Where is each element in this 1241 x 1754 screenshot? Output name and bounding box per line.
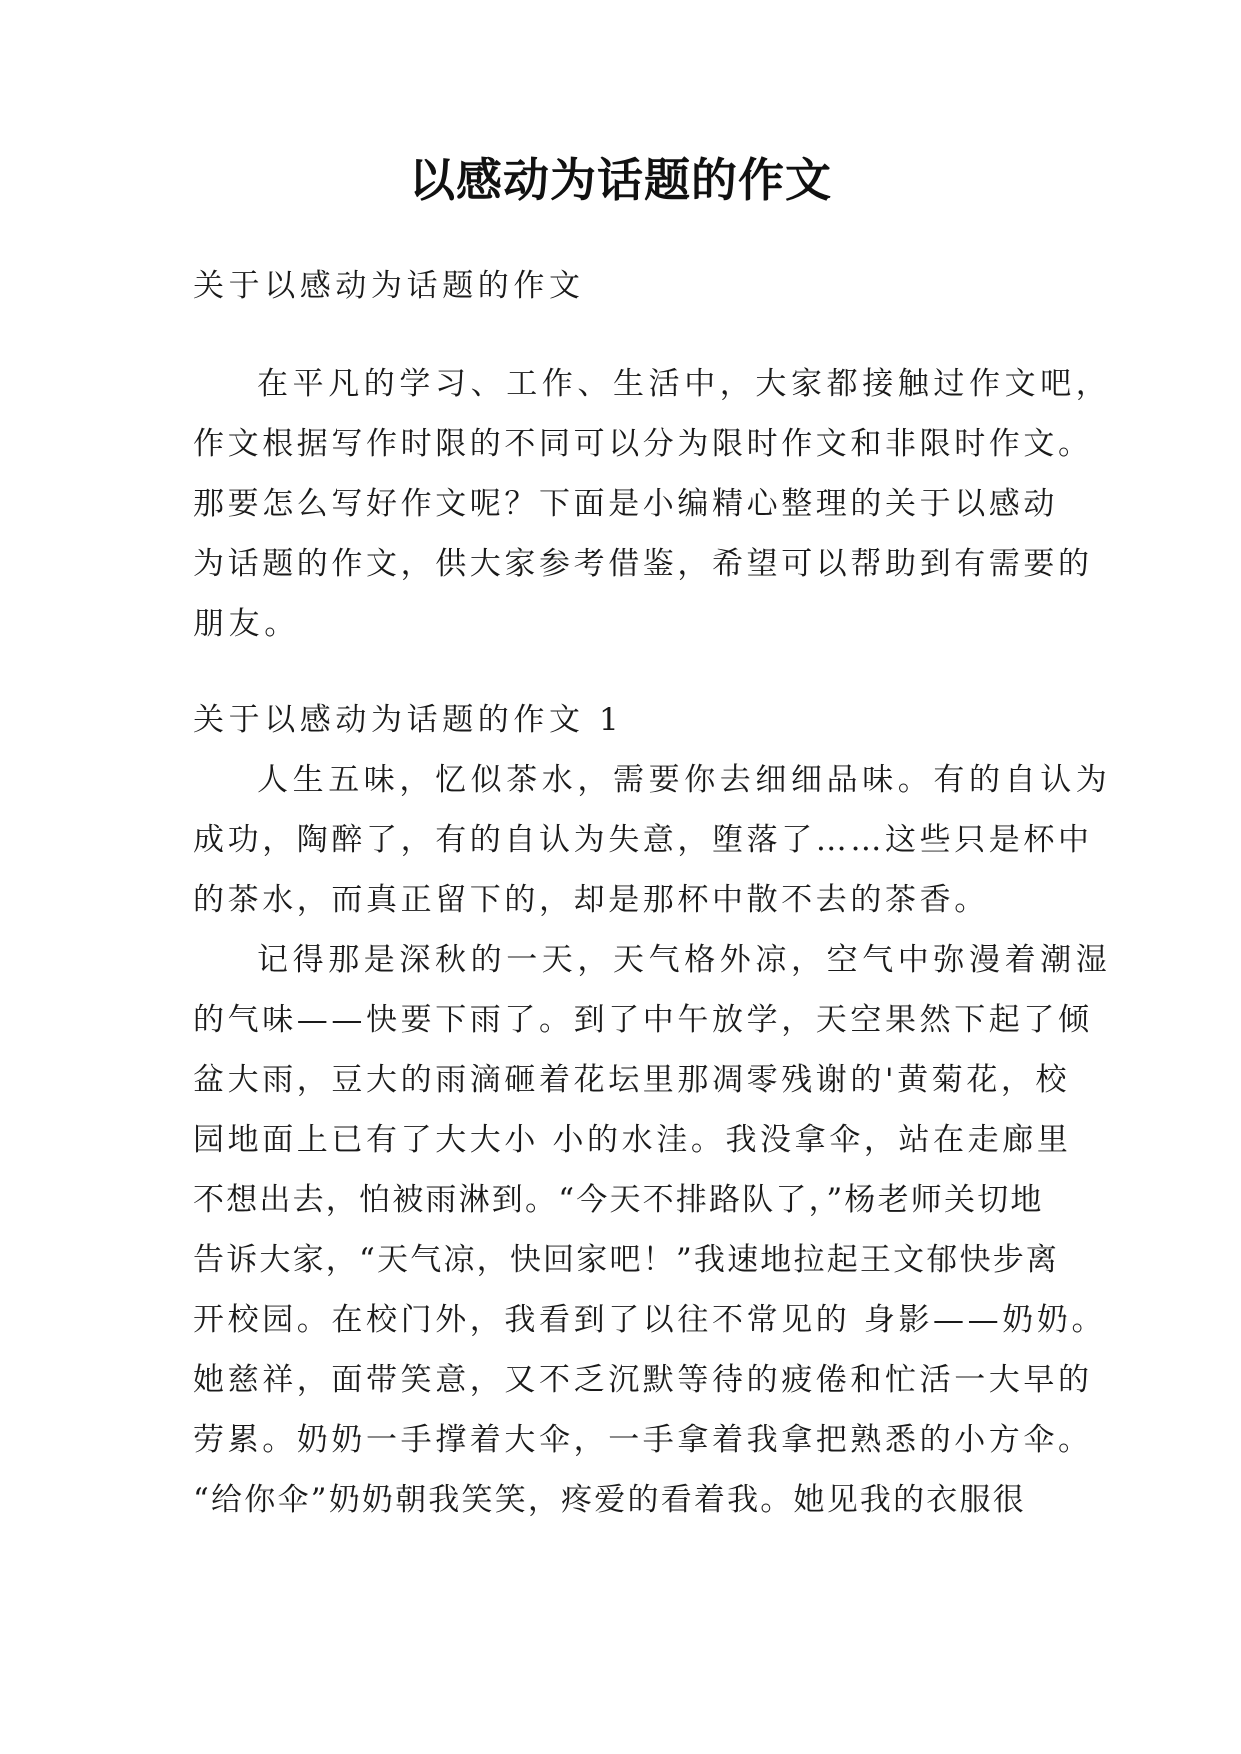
paragraph-line: 成功，陶醉了，有的自认为失意，堕落了……这些只是杯中 bbox=[193, 822, 1093, 858]
intro-line: 作文根据写作时限的不同可以分为限时作文和非限时作文。 bbox=[193, 426, 1093, 462]
paragraph-line: 的气味——快要下雨了。到了中午放学，天空果然下起了倾 bbox=[193, 1002, 1093, 1038]
document-subtitle: 关于以感动为话题的作文 bbox=[193, 268, 585, 304]
paragraph-line: 园地面上已有了大大小 小的水洼。我没拿伞，站在走廊里 bbox=[193, 1122, 1072, 1158]
paragraph-line: 的茶水，而真正留下的，却是那杯中散不去的茶香。 bbox=[193, 882, 989, 918]
paragraph-line: 开校园。在校门外，我看到了以往不常见的 身影——奶奶。 bbox=[193, 1302, 1107, 1338]
intro-line: 那要怎么写好作文呢？下面是小编精心整理的关于以感动 bbox=[193, 486, 1058, 522]
intro-line: 为话题的作文，供大家参考借鉴，希望可以帮助到有需要的 bbox=[193, 546, 1093, 582]
paragraph-line: 人生五味，忆似茶水，需要你去细细品味。有的自认为 bbox=[257, 762, 1112, 798]
paragraph-line: 告诉大家，“天气凉，快回家吧！”我速地拉起王文郁快步离 bbox=[193, 1242, 1060, 1278]
paragraph-line: 劳累。奶奶一手撑着大伞，一手拿着我拿把熟悉的小方伞。 bbox=[193, 1422, 1093, 1458]
intro-line: 朋友。 bbox=[193, 606, 300, 642]
document-title: 以感动为话题的作文 bbox=[409, 153, 832, 207]
paragraph-line: 盆大雨，豆大的雨滴砸着花坛里那凋零残谢的'黄菊花，校 bbox=[193, 1062, 1071, 1098]
paragraph-line: 不想出去，怕被雨淋到。“今天不排路队了，”杨老师关切地 bbox=[193, 1182, 1044, 1218]
paragraph-line: 她慈祥，面带笑意，又不乏沉默等待的疲倦和忙活一大早的 bbox=[193, 1362, 1093, 1398]
paragraph-line: “给你伞”奶奶朝我笑笑，疼爱的看着我。她见我的衣服很 bbox=[193, 1482, 1026, 1518]
section-heading: 关于以感动为话题的作文 1 bbox=[193, 702, 624, 738]
paragraph-line: 记得那是深秋的一天，天气格外凉，空气中弥漫着潮湿 bbox=[257, 942, 1112, 978]
intro-line: 在平凡的学习、工作、生活中，大家都接触过作文吧， bbox=[257, 366, 1112, 402]
